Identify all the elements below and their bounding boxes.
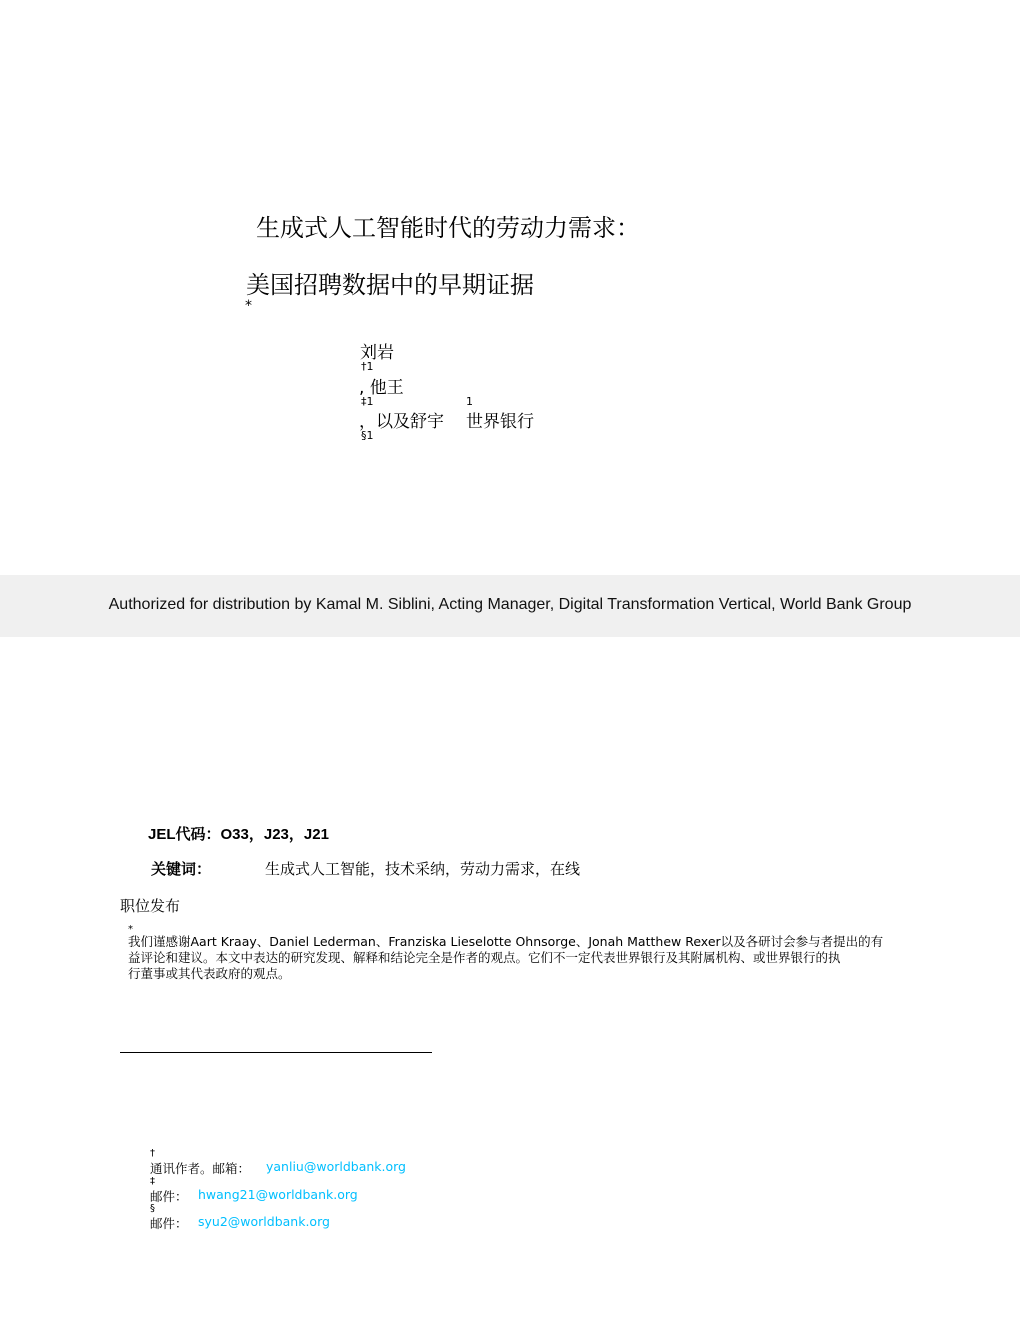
jel-codes: JEL代码：O33，J23，J21 [148, 826, 329, 843]
author-3-sup: §1 [361, 429, 374, 442]
contact-1-label: 通讯作者。邮箱： [150, 1161, 251, 1176]
contact-2-label: 邮件： [150, 1189, 188, 1204]
distribution-band [0, 575, 1020, 637]
author-3: ，以及舒宇 [359, 412, 444, 432]
keywords-continuation: 职位发布 [120, 897, 181, 915]
contact-3-email-link[interactable]: syu2@worldbank.org [198, 1214, 330, 1229]
author-1-sup: †1 [361, 360, 374, 373]
distribution-text: Authorized for distribution by Kamal M. Siblini, Acting Manager, Digital Transformation Vertical, World Bank Group [108, 596, 912, 613]
contact-1-email-link[interactable]: yanliu@worldbank.org [266, 1159, 406, 1174]
footnote-line-3: 行董事或其代表政府的观点。 [128, 966, 291, 981]
contact-3-mark: § [150, 1203, 155, 1214]
author-2: , 他王 [359, 378, 404, 398]
contact-1-mark: † [150, 1148, 155, 1159]
footnote-separator [120, 1052, 432, 1053]
author-2-sup: ‡1 [361, 395, 374, 408]
author-1: 刘岩 [360, 343, 394, 363]
keywords-label: 关键词： [151, 860, 212, 878]
contact-3-label: 邮件： [150, 1216, 188, 1231]
footnote-star-mark: * [128, 924, 133, 935]
affiliation-sup: 1 [466, 395, 473, 408]
contact-2-mark: ‡ [150, 1176, 155, 1187]
contact-2-email-link[interactable]: hwang21@worldbank.org [198, 1187, 358, 1202]
keywords-value: 生成式人工智能，技术采纳，劳动力需求，在线 [265, 860, 581, 878]
affiliation: 世界银行 [466, 412, 534, 432]
footnote-line-1: 我们谨感谢Aart Kraay、Daniel Lederman、Franziska Lieselotte Ohnsorge、Jonah Matthew Rexer以及各研讨会参与者提出的有 [128, 934, 884, 949]
title-line-2: 美国招聘数据中的早期证据 [246, 271, 534, 299]
title-footnote-marker: * [245, 298, 252, 314]
title-line-1: 生成式人工智能时代的劳动力需求： [256, 214, 640, 242]
footnote-line-2: 益评论和建议。本文中表达的研究发现、解释和结论完全是作者的观点。它们不一定代表世界银行及其附属机构、或世界银行的执 [128, 950, 841, 965]
